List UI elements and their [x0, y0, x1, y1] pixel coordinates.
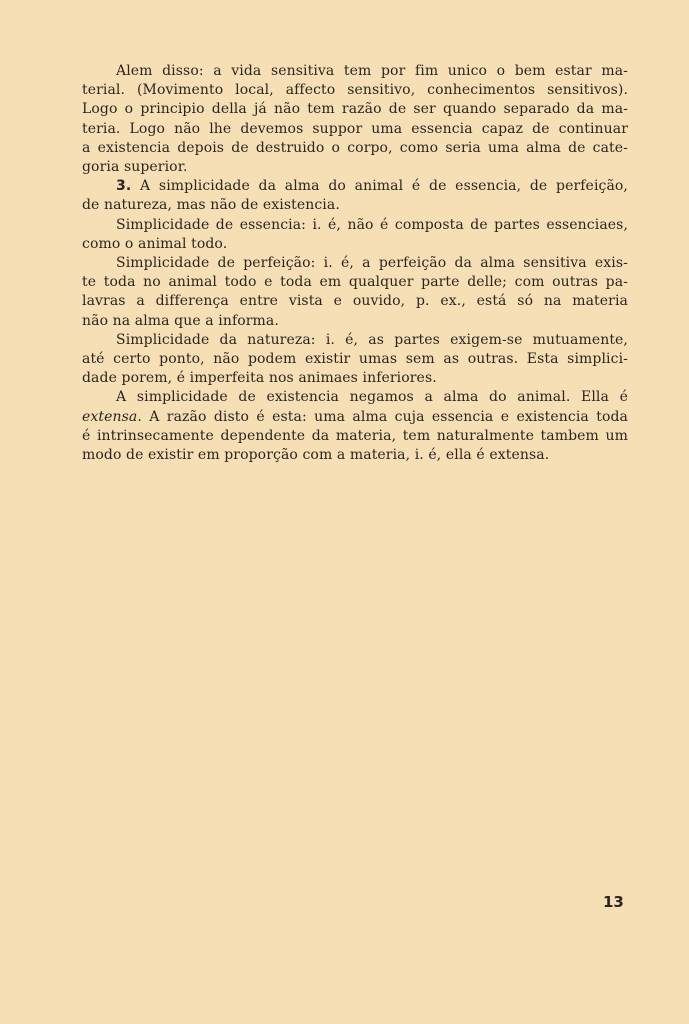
text-line: é intrinsecamente dependente da materia, tem naturalmente tambem um — [82, 427, 628, 444]
section-number: 3. — [116, 178, 132, 195]
text-line: Simplicidade da natureza: i. é, as partes exigem-se mutuamente, — [116, 331, 628, 348]
body-text — [82, 62, 628, 465]
emphasized-word: extensa. — [82, 408, 142, 425]
paragraph-4 — [82, 254, 628, 331]
page-number: 13 — [603, 893, 624, 911]
text-line: não na alma que a informa. — [82, 312, 279, 329]
text-line: lavras a differença entre vista e ouvido, p. ex., está só na materia — [82, 293, 628, 310]
paragraph-5 — [82, 331, 628, 389]
text-line: Alem disso: a vida sensitiva tem por fim unico o bem estar ma- — [116, 63, 628, 79]
paragraph-2 — [82, 177, 628, 215]
paragraph-1 — [82, 62, 628, 177]
text-line — [82, 177, 628, 196]
text-line: Simplicidade de perfeição: i. é, a perfeição da alma sensitiva exis- — [116, 255, 628, 272]
text-line: teria. Logo não lhe devemos suppor uma essencia capaz de continuar — [82, 120, 628, 137]
text-line: Simplicidade de essencia: i. é, não é composta de partes essenciaes, — [116, 216, 628, 233]
paragraph-6 — [82, 388, 628, 465]
text-line: de natureza, mas não de existencia. — [82, 197, 340, 214]
text-line: até certo ponto, não podem existir umas sem as outras. Esta simplici- — [82, 351, 628, 368]
text-line-content: A simplicidade da alma do animal é de essencia, de perfeição, — [139, 178, 628, 195]
text-line: Logo o principio della já não tem razão de ser quando separado da ma- — [82, 101, 628, 118]
text-line: goria superior. — [82, 159, 188, 176]
text-line: como o animal todo. — [82, 235, 228, 252]
text-line: dade porem, é imperfeita nos animaes inferiores. — [82, 370, 437, 387]
text-line: te toda no animal todo e toda em qualquer parte delle; com outras pa- — [82, 274, 628, 291]
text-line-content: A razão disto é esta: uma alma cuja essencia e existencia toda — [141, 408, 628, 425]
text-line: A simplicidade de existencia negamos a alma do animal. Ella é — [116, 389, 628, 406]
paragraph-3 — [82, 216, 628, 254]
text-line: modo de existir em proporção com a materia, i. é, ella é extensa. — [82, 447, 550, 464]
text-line: terial. (Movimento local, affecto sensitivo, conhecimentos sensitivos). — [82, 82, 628, 99]
text-line — [82, 408, 628, 427]
text-line: a existencia depois de destruido o corpo, como seria uma alma de cate- — [82, 139, 628, 156]
